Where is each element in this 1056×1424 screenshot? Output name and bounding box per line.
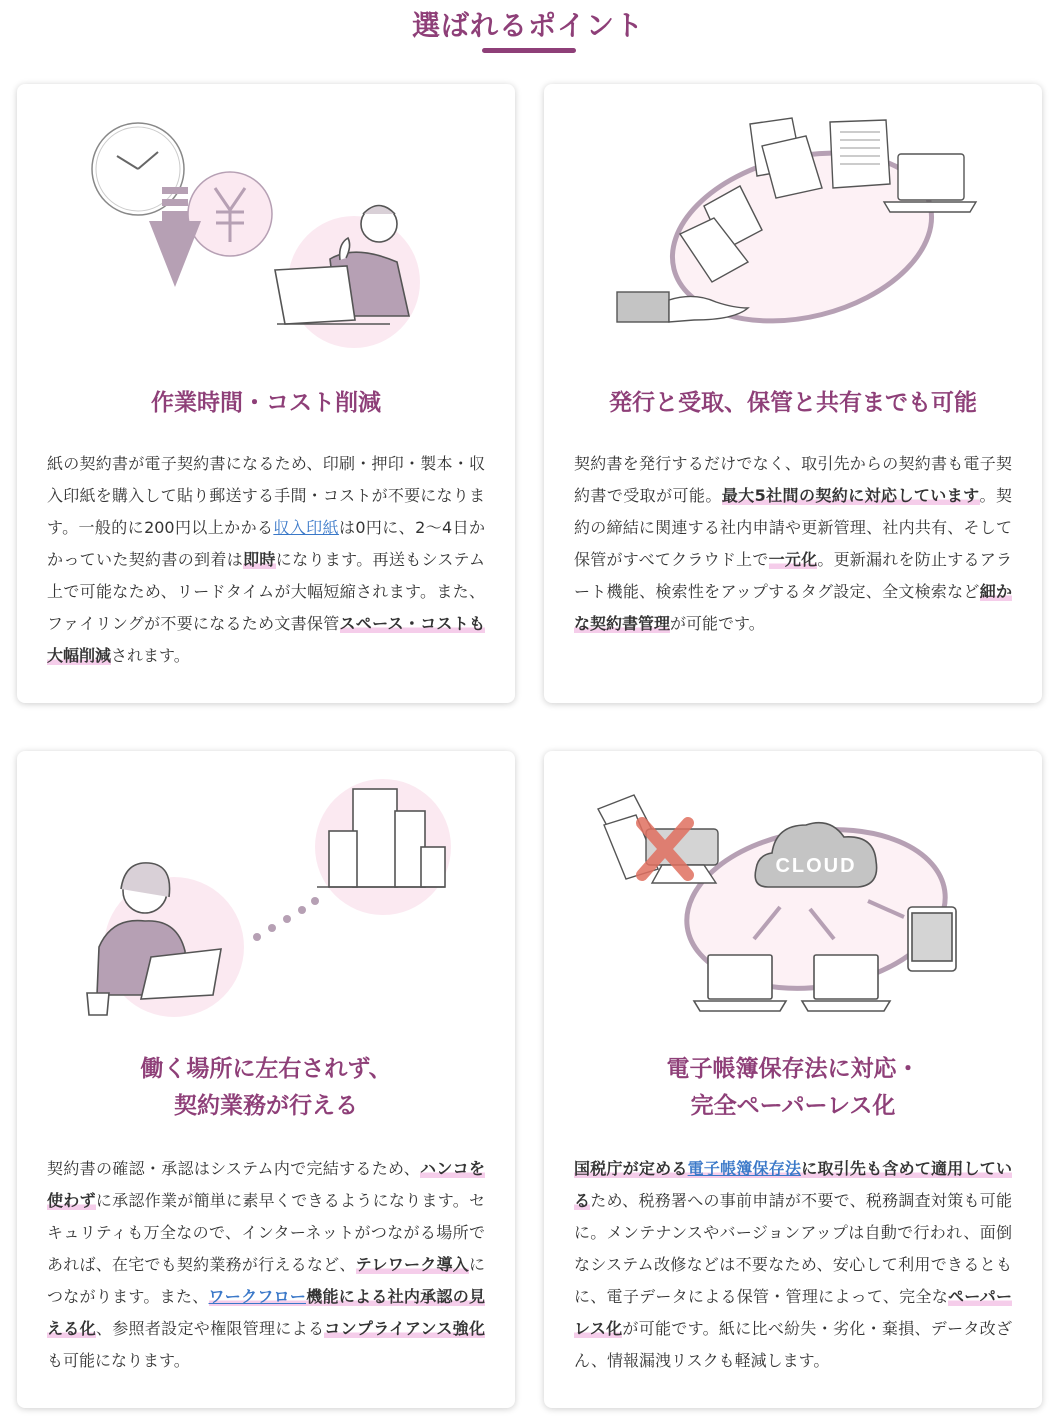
card-heading-line1: 電子帳簿保存法に対応・ bbox=[666, 1056, 920, 1082]
card-description bbox=[47, 448, 485, 672]
cloud-label: CLOUD bbox=[775, 855, 857, 877]
highlighted-text: 最大5社間の契約に対応しています bbox=[721, 486, 980, 505]
text-link[interactable]: ワークフロー bbox=[208, 1287, 307, 1306]
body-text: は0円に、2〜4日かかっていた契約書の到着は bbox=[47, 518, 485, 569]
feature-card-paperless bbox=[544, 751, 1042, 1408]
body-text: に承認作業が簡単に素早くできるようになります。セキュリティも万全なので、インターネットがつながる場所であれば、在宅でも契約業務が行えるなど、 bbox=[47, 1191, 485, 1274]
body-text: も可能になります。 bbox=[47, 1351, 190, 1370]
body-text: 契約書を発行するだけでなく、取引先からの契約書も電子契約書で受取が可能。 bbox=[574, 454, 1012, 505]
body-text: が可能です。 bbox=[670, 614, 765, 633]
highlighted-text: テレワーク導入 bbox=[355, 1255, 469, 1274]
body-text: につながります。また、 bbox=[47, 1255, 485, 1306]
feature-card-cost bbox=[17, 84, 515, 703]
cloud-devices-illustration bbox=[544, 751, 1042, 1031]
body-text: されます。 bbox=[111, 646, 190, 665]
body-text: ため、税務署への事前申請が不要で、税務調査対策も可能に。メンテナンスやバージョンアップは自動で行われ、面倒なシステム改修などは不要なため、安心して利用できるともに、電子データによる保管・管理によって、完全な bbox=[574, 1191, 1012, 1306]
highlighted-text: 機能による社内承認の見える化 bbox=[47, 1287, 485, 1338]
title-underline bbox=[482, 48, 576, 53]
highlighted-text: ハンコを使わず bbox=[47, 1159, 485, 1210]
card-description bbox=[574, 448, 1012, 640]
highlighted-text: コンプライアンス強化 bbox=[324, 1319, 485, 1338]
body-text: 。更新漏れを防止するアラート機能、検索性をアップするタグ設定、全文検索など bbox=[574, 550, 1012, 601]
body-text: 紙の契約書が電子契約書になるため、印刷・押印・製本・収入印紙を購入して貼り郵送する手間・コストが不要になります。一般的に200円以上かかる bbox=[47, 454, 485, 537]
card-heading bbox=[564, 1051, 1022, 1125]
card-heading bbox=[37, 1051, 495, 1125]
highlighted-text: 一元化 bbox=[768, 550, 818, 569]
card-description bbox=[574, 1153, 1012, 1377]
highlighted-text: ペーパーレス化 bbox=[574, 1287, 1013, 1338]
feature-card-issue-receive bbox=[544, 84, 1042, 703]
text-link[interactable]: 収入印紙 bbox=[273, 518, 339, 537]
highlighted-text: 細かな契約書管理 bbox=[574, 582, 1012, 633]
body-text: になります。再送もシステム上で可能なため、リードタイムが大幅短縮されます。また、ファイリングが不要になるため文書保管 bbox=[47, 550, 485, 633]
card-heading-line2: 契約業務が行える bbox=[174, 1093, 358, 1119]
body-text: が可能です。紙に比べ紛失・劣化・棄損、データ改ざん、情報漏洩リスクも軽減します。 bbox=[574, 1319, 1012, 1370]
card-heading: 作業時間・コスト削減 bbox=[151, 390, 381, 416]
card-description bbox=[47, 1153, 485, 1377]
highlighted-text: 即時 bbox=[243, 550, 276, 569]
highlighted-text: 国税庁が定める bbox=[574, 1159, 688, 1178]
documents-flow-illustration bbox=[544, 84, 1042, 364]
card-heading-line1: 働く場所に左右されず、 bbox=[140, 1056, 392, 1082]
card-heading: 発行と受取、保管と共有までも可能 bbox=[609, 390, 977, 416]
highlighted-text: に取引先も含めて適用している bbox=[574, 1159, 1012, 1210]
text-link[interactable]: 電子帳簿保存法 bbox=[687, 1159, 802, 1178]
feature-card-remote-work bbox=[17, 751, 515, 1408]
clock-yen-laptop-illustration bbox=[17, 84, 515, 364]
highlighted-text: スペース・コストも大幅削減 bbox=[47, 614, 485, 665]
body-text: 。契約の締結に関連する社内申請や更新管理、社内共有、そして保管がすべてクラウド上で bbox=[574, 486, 1012, 569]
body-text: 契約書の確認・承認はシステム内で完結するため、 bbox=[47, 1159, 421, 1178]
woman-laptop-buildings-illustration bbox=[17, 751, 515, 1031]
body-text: 、参照者設定や権限管理による bbox=[95, 1319, 325, 1338]
card-heading-line2: 完全ペーパーレス化 bbox=[690, 1093, 896, 1119]
section-title: 選ばれるポイント bbox=[411, 9, 644, 42]
